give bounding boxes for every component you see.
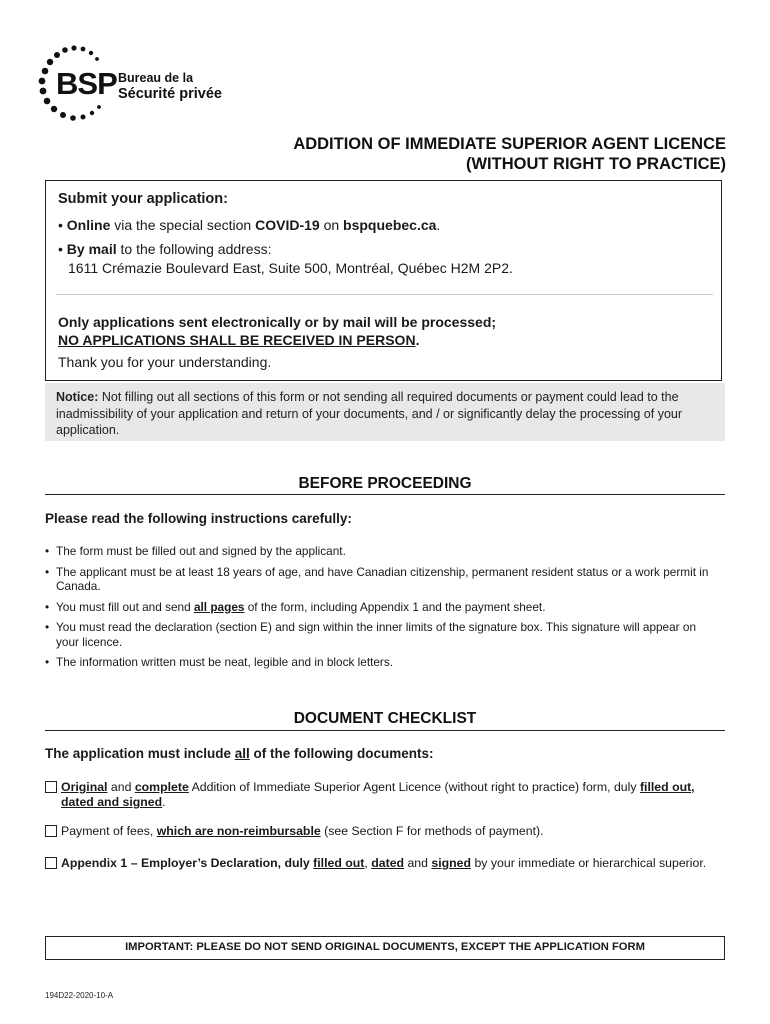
- list-item: • The applicant must be at least 18 years of age, and have Canadian citizenship, permanent resident status or a work permit in Canada.: [45, 565, 715, 594]
- mail-address: 1611 Crémazie Boulevard East, Suite 500, Montréal, Québec H2M 2P2.: [68, 260, 513, 276]
- all-pages-emphasis: all pages: [193, 599, 245, 614]
- all-emphasis: all: [234, 746, 250, 761]
- online-text-on: on: [319, 217, 344, 233]
- logo-name-line2: Sécurité privée: [118, 86, 222, 102]
- section-rule: [45, 494, 725, 495]
- page-title: [166, 134, 726, 174]
- mail-line: • By mail to the following address:: [58, 241, 272, 257]
- online-text: via the special section: [110, 217, 256, 233]
- online-label: Online: [66, 217, 111, 233]
- online-line: • Online via the special section COVID-19 on bspquebec.ca.: [58, 217, 441, 233]
- document-checklist-heading: DOCUMENT CHECKLIST: [293, 710, 477, 727]
- checkbox[interactable]: [45, 825, 57, 837]
- title-line1: ADDITION OF IMMEDIATE SUPERIOR AGENT LICENCE: [293, 135, 726, 153]
- checkbox[interactable]: [45, 857, 57, 869]
- warning-text: [58, 313, 496, 349]
- checklist-item-payment: Payment of fees, which are non-reimbursable (see Section F for methods of payment).: [45, 824, 730, 839]
- mail-text: to the following address:: [116, 241, 272, 257]
- section-rule: [45, 730, 725, 731]
- submit-application-box: [45, 180, 722, 381]
- mail-label: By mail: [66, 241, 117, 257]
- checklist-item-appendix: Appendix 1 – Employer’s Declaration, duly filled out, dated and signed by your immediate or hierarchical superior.: [45, 856, 730, 871]
- before-proceeding-heading: BEFORE PROCEEDING: [298, 475, 472, 492]
- divider: [56, 294, 713, 295]
- instructions-subheading: Please read the following instructions carefully:: [45, 511, 352, 526]
- logo-name-line1: Bureau de la: [118, 71, 194, 85]
- notice-box: [45, 383, 725, 441]
- list-item: • The form must be filled out and signed by the applicant.: [45, 544, 715, 559]
- instructions-list: [45, 544, 715, 676]
- list-item: • You must read the declaration (section E) and sign within the inner limits of the signature box. This signature will appear on your licence.: [45, 620, 715, 649]
- notice-text: Not filling out all sections of this form or not sending all required documents or payment could lead to the inadmissibility of your application and return of your documents, and / or significantly delay the processing of your application.: [56, 390, 683, 437]
- covid-section: COVID-19: [255, 217, 320, 233]
- checklist-subheading: The application must include all of the following documents:: [45, 746, 434, 761]
- logo-acronym: BSP: [56, 66, 117, 101]
- important-notice: IMPORTANT: PLEASE DO NOT SEND ORIGINAL DOCUMENTS, EXCEPT THE APPLICATION FORM: [45, 936, 725, 960]
- notice-label: Notice:: [56, 390, 99, 404]
- form-code: 194D22-2020-10-A: [45, 991, 114, 1000]
- logo-name: [118, 70, 222, 102]
- checklist-item-form: Original and complete Addition of Immediate Superior Agent Licence (without right to practice) form, duly filled out, dated and signed.: [45, 780, 730, 810]
- list-item: • You must fill out and send all pages of the form, including Appendix 1 and the payment sheet.: [45, 600, 715, 615]
- warning-end: .: [415, 332, 420, 348]
- title-line2: (WITHOUT RIGHT TO PRACTICE): [465, 155, 726, 173]
- bsp-logo: [38, 44, 238, 122]
- thanks-text: Thank you for your understanding.: [58, 354, 272, 370]
- online-end: .: [436, 217, 441, 233]
- submit-heading: Submit your application:: [58, 191, 228, 207]
- list-item: • The information written must be neat, legible and in block letters.: [45, 655, 715, 670]
- warning-line1: Only applications sent electronically or by mail will be processed;: [58, 314, 497, 330]
- website-link[interactable]: bspquebec.ca: [343, 217, 437, 233]
- warning-line2: NO APPLICATIONS SHALL BE RECEIVED IN PERSON: [58, 332, 416, 348]
- checkbox[interactable]: [45, 781, 57, 793]
